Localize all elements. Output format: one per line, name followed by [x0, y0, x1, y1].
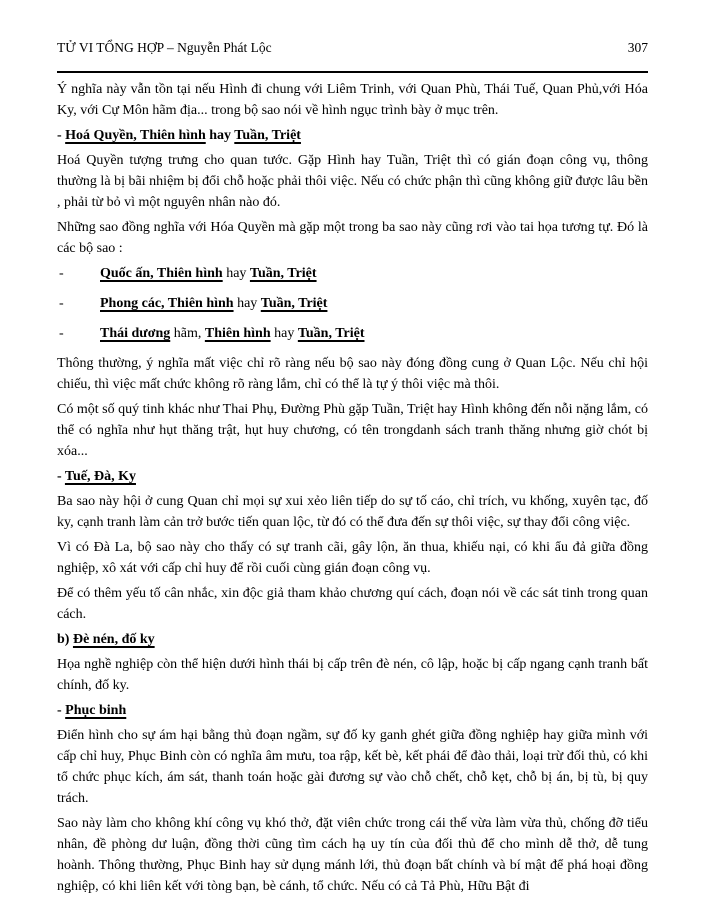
page-content — [57, 79, 648, 897]
text-segment: Thông thường, ý nghĩa mất việc chỉ rõ ràng nếu bộ sao này đóng đồng cung ở Quan Lộc. Nếu chỉ hội chiếu, thì việc mất chức không rõ ràng lắm, chỉ có thể là tự ý thôi việc mà thôi. — [57, 356, 648, 392]
text-segment: Có một số quý tinh khác như Thai Phụ, Đường Phù gặp Tuần, Triệt hay Hình không đến nỗi nặng lắm, có thể có nghĩa như hụt thăng trật, hụt huy chương, có tên trongdanh sách tranh thăng nhưng giờ chót bị xóa... — [57, 402, 648, 459]
text-segment: Tuế, Đà, Ky — [64, 469, 136, 484]
text-segment: Để có thêm yếu tố cân nhắc, xin độc giả tham khảo chương quí cách, đoạn nói về các sát tinh trong quan cách. — [57, 586, 648, 622]
text-segment: Quốc ấn, Thiên hình — [100, 266, 223, 281]
list-bullet-dash: - — [59, 296, 64, 311]
paragraph — [57, 79, 648, 121]
list-item — [57, 323, 648, 344]
paragraph — [57, 583, 648, 625]
page-header — [57, 40, 648, 56]
text-segment: Vì có Đà La, bộ sao này cho thấy có sự tranh cãi, gây lộn, ăn thua, khiếu nại, có khi ẩu đả giữa đồng nghiệp, xô xát với cấp chỉ huy để rồi cuối cùng gián đoạn công vụ. — [57, 540, 648, 576]
text-segment: Hoá Quyền, Thiên hình — [65, 128, 206, 143]
text-segment: Tuần, Triệt — [234, 128, 301, 143]
text-segment: Thiên hình — [204, 326, 271, 341]
text-segment: Sao này làm cho không khí công vụ khó thở, đặt viên chức trong cái thế vừa làm vừa thủ, chống đỡ tiểu nhân, đề phòng dư luận, đồng thời cũng tìm cách hạ uy tín của đối thủ để cho mình dễ thở, dễ tung hoành. Thông thường, Phục Binh hay sử dụng mánh lới, thủ đoạn bất chính và bí mật để phá hoại đồng nghiệp, có khi liên kết với tòng bạn, bè cánh, tổ chức. Nếu có cả Tả Phù, Hữu Bật đi — [57, 816, 648, 894]
list-item — [57, 263, 648, 284]
text-segment: Phục binh — [65, 703, 127, 718]
paragraph — [57, 654, 648, 696]
paragraph — [57, 491, 648, 533]
text-segment: Họa nghề nghiệp còn thể hiện dưới hình thái bị cấp trên đè nén, cô lập, hoặc bị cấp ngang cạnh tranh bất chính, đố ky. — [57, 657, 648, 693]
text-segment: Những sao đồng nghĩa với Hóa Quyền mà gặp một trong ba sao này cũng rơi vào tai họa tương tự. Đó là các bộ sao : — [57, 220, 648, 256]
text-segment: - — [57, 703, 66, 718]
list-bullet-dash: - — [59, 266, 64, 281]
paragraph — [57, 150, 648, 213]
text-segment: hãm, — [170, 326, 205, 341]
paragraph — [57, 725, 648, 809]
text-segment: Tuần, Triệt — [249, 266, 317, 281]
paragraph — [57, 399, 648, 462]
paragraph — [57, 537, 648, 579]
text-segment: Phong các, Thiên hình — [100, 296, 234, 311]
page-number: 307 — [627, 40, 648, 55]
text-segment: hay — [270, 326, 298, 341]
text-segment: Thái dương — [100, 326, 171, 341]
paragraph — [57, 353, 648, 395]
text-segment: Tuần, Triệt — [260, 296, 328, 311]
book-title: TỬ VI TỔNG HỢP – Nguyễn Phát Lộc — [57, 40, 272, 55]
text-segment: - — [57, 469, 65, 484]
text-segment: Ba sao này hội ở cung Quan chỉ mọi sự xui xẻo liên tiếp do sự tố cáo, chỉ trích, vu khống, xuyên tạc, đố ky, cạnh tranh làm cản trở bước tiến quan lộc, từ đó có thể đưa đến sự thôi việc, sự thay đổi công việc. — [57, 494, 648, 530]
paragraph — [57, 813, 648, 897]
text-segment: Tuần, Triệt — [297, 326, 365, 341]
header-rule — [57, 71, 648, 73]
text-segment: hay — [205, 128, 235, 143]
text-segment: Điển hình cho sự ám hại bằng thủ đoạn ngầm, sự đố ky ganh ghét giữa đồng nghiệp hay giữa mình với cấp chỉ huy, Phục Binh còn có nghĩa âm mưu, toa rập, kết bè, kết phái để đào thải, loại trừ đối thủ, có khi tổ chức phục kích, ám sát, thanh toán hoặc gài đương sự vào chỗ chết, chỗ kẹt, chỗ bị án, bị tù, bị quy trách. — [57, 728, 648, 806]
heading — [57, 629, 648, 650]
list-item — [57, 293, 648, 314]
heading — [57, 466, 648, 487]
text-segment: hay — [222, 266, 250, 281]
list-bullet-dash: - — [59, 326, 64, 341]
heading — [57, 700, 648, 721]
text-segment: hay — [233, 296, 261, 311]
text-segment: - — [57, 128, 66, 143]
paragraph — [57, 217, 648, 259]
text-segment: Đè nén, đố ky — [72, 632, 155, 647]
heading — [57, 125, 648, 146]
text-segment: b) — [57, 632, 73, 647]
text-segment: Hoá Quyền tượng trưng cho quan tước. Gặp Hình hay Tuần, Triệt thì có gián đoạn công vụ, thông thường là bị bãi nhiệm bị đổi chỗ hoặc phải thôi việc. Nếu có chức phận thì cũng không giữ được lâu bền , phải từ bỏ vì một nguyên nhân nào đó. — [57, 153, 648, 210]
text-segment: Ý nghĩa này vẫn tồn tại nếu Hình đi chung với Liêm Trinh, với Quan Phù, Thái Tuế, Quan Phủ,với Hóa Ky, với Cự Môn hãm địa... trong bộ sao nói về hình ngục trình bày ở mục trên. — [57, 82, 648, 118]
